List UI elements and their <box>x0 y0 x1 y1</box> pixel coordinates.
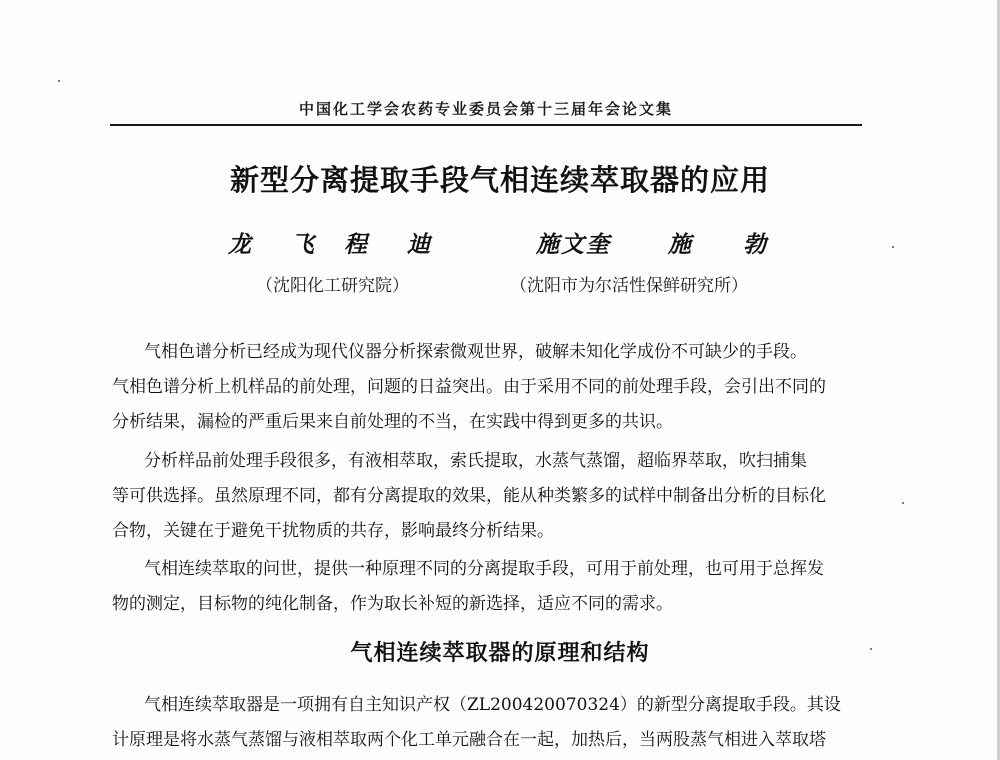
author-name: 程 迪 <box>344 231 447 258</box>
author-affiliation: （沈阳市为尔活性保鲜研究所） <box>510 276 748 296</box>
body-text-line: 分析样品前处理手段很多，有液相萃取，索氏提取，水蒸气蒸馏，超临界萃取，吹扫捕集 <box>144 451 807 471</box>
header-rule <box>110 124 862 126</box>
running-header: 中国化工学会农药专业委员会第十三届年会论文集 <box>298 100 673 118</box>
scan-speck <box>892 246 894 248</box>
author-name: 施文奎 <box>536 231 611 258</box>
author-name: 施 勃 <box>668 231 789 258</box>
section-heading: 气相连续萃取器的原理和结构 <box>350 641 650 666</box>
scan-speck <box>870 648 872 650</box>
body-text-line: 等可供选择。虽然原理不同，都有分离提取的效果，能从种类繁多的试样中制备出分析的目标化 <box>112 486 826 506</box>
body-text-line: 气相连续萃取器是一项拥有自主知识产权（ZL200420070324）的新型分离提取手段。其设 <box>144 695 841 715</box>
body-text-line: 分析结果，漏检的严重后果来自前处理的不当，在实践中得到更多的共识。 <box>112 412 673 432</box>
paper-title: 新型分离提取手段气相连续萃取器的应用 <box>229 163 770 197</box>
body-text-line: 气相色谱分析上机样品的前处理，问题的日益突出。由于采用不同的前处理手段，会引出不同的 <box>112 377 826 397</box>
scan-speck <box>58 80 60 82</box>
author-name: 龙 飞 <box>228 231 331 258</box>
body-text-line: 气相色谱分析已经成为现代仪器分析探索微观世界，破解未知化学成份不可缺少的手段。 <box>144 342 807 362</box>
body-text-line: 合物，关键在于避免干扰物质的共存，影响最终分析结果。 <box>112 521 554 541</box>
body-text-line: 气相连续萃取的问世，提供一种原理不同的分离提取手段，可用于前处理，也可用于总挥发 <box>144 559 824 579</box>
body-text-line: 计原理是将水蒸气蒸馏与液相萃取两个化工单元融合在一起，加热后，当两股蒸气相进入萃取塔 <box>112 730 826 750</box>
body-text-line: 物的测定，目标物的纯化制备，作为取长补短的新选择，适应不同的需求。 <box>112 594 673 614</box>
author-affiliation: （沈阳化工研究院） <box>256 276 409 296</box>
scan-speck <box>902 502 904 504</box>
